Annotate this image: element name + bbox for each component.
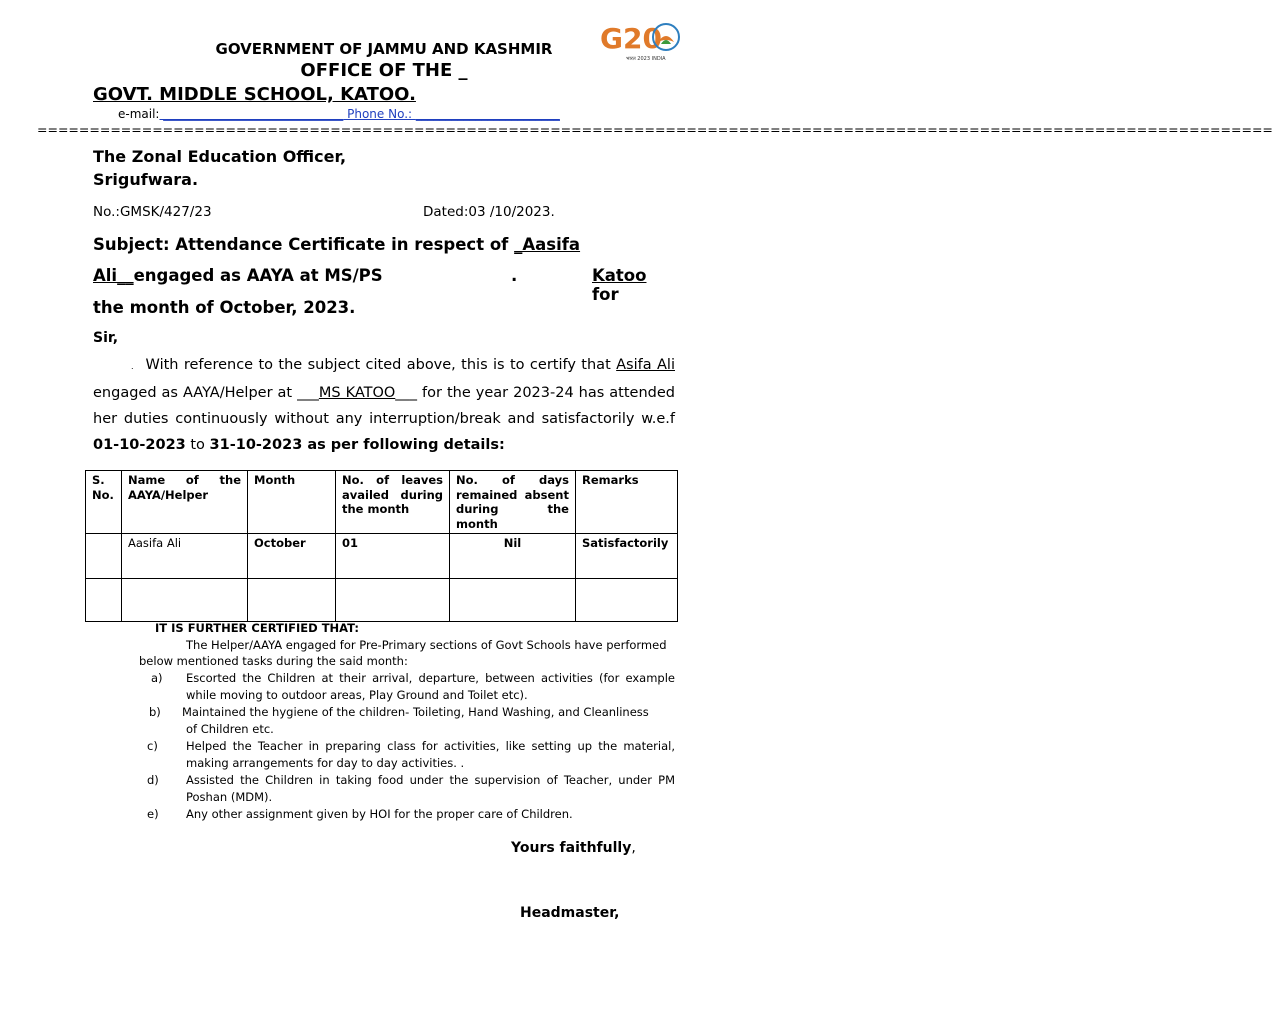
cell-absent: Nil: [450, 534, 576, 579]
ref-number: No.:GMSK/427/23: [93, 204, 212, 220]
body-text-3: ___ for the year 2023-24 has attended her duties continuously without any interruption/break and satisfactorily w.e.f: [93, 385, 675, 427]
body-text-1: With reference to the subject cited above, this is to certify that: [145, 357, 617, 373]
government-title: GOVERNMENT OF JAMMU AND KASHMIR: [215, 40, 553, 58]
g20-logo-text: G20: [600, 22, 662, 55]
cell-remarks: Satisfactorily: [576, 534, 678, 579]
cell-leaves: [336, 579, 450, 622]
closing-yours: [511, 840, 636, 856]
cell-absent: [450, 579, 576, 622]
cell-name: [122, 579, 248, 622]
task-b-label: b): [149, 705, 161, 719]
task-b-line-2: of Children etc.: [186, 722, 274, 736]
certified-intro-2: below mentioned tasks during the said month:: [139, 654, 408, 668]
body-dot: .: [131, 362, 134, 371]
cell-sno: [86, 579, 122, 622]
cell-name: Aasifa Ali: [122, 534, 248, 579]
task-c-label: c): [147, 739, 158, 753]
certified-intro-1: The Helper/AAYA engaged for Pre-Primary sections of Govt Schools have performed: [186, 638, 667, 652]
body-helper-name: Asifa Ali: [616, 357, 675, 373]
subject-prefix: Subject: Attendance Certificate in respect of: [93, 235, 515, 254]
email-label: e-mail:: [118, 107, 160, 121]
subject-place-wrap: [592, 266, 678, 304]
school-title: GOVT. MIDDLE SCHOOL, KATOO.: [93, 84, 416, 105]
subject-line-1: [93, 235, 580, 254]
contact-line: [118, 107, 560, 121]
cell-month: October: [248, 534, 336, 579]
subject-engaged: engaged as AAYA at MS/PS: [133, 266, 383, 285]
cell-remarks: [576, 579, 678, 622]
subject-place: Katoo: [592, 266, 647, 285]
table-row: [86, 534, 678, 579]
task-d-label: d): [147, 773, 159, 787]
header-remarks: Remarks: [576, 471, 678, 534]
subject-for: for: [592, 285, 619, 304]
table-row: [86, 579, 678, 622]
address-line-1: The Zonal Education Officer,: [93, 147, 347, 166]
cell-sno: [86, 534, 122, 579]
header-absent: No. of days remained absent during the month: [450, 471, 576, 534]
body-from-date: 01-10-2023: [93, 437, 186, 453]
task-b-line-1: Maintained the hygiene of the children- Toileting, Hand Washing, and Cleanliness: [182, 705, 649, 719]
task-e-line-1: Any other assignment given by HOI for the proper care of Children.: [186, 807, 573, 821]
cell-month: [248, 579, 336, 622]
task-e-label: e): [147, 807, 159, 821]
task-a-line-1: Escorted the Children at their arrival, departure, between activities (for example: [186, 671, 675, 685]
office-title: OFFICE OF THE _: [300, 60, 468, 81]
separator-line: ======================================================================================================================: [37, 122, 1273, 137]
body-text-2: engaged as AAYA/Helper at ___: [93, 385, 319, 401]
g20-logo-subtext: भारत 2023 INDIA: [626, 56, 666, 62]
cell-leaves: 01: [336, 534, 450, 579]
closing-comma: ,: [631, 840, 636, 856]
ref-date: Dated:03 /10/2023.: [423, 204, 555, 220]
phone-label: Phone No.:: [343, 107, 416, 121]
task-c-line-2: making arrangements for day to day activities. .: [186, 756, 465, 770]
closing-signature: Headmaster,: [520, 905, 620, 921]
header-name: Name of the AAYA/Helper: [122, 471, 248, 534]
table-header-row: [86, 471, 678, 534]
certified-title: IT IS FURTHER CERTIFIED THAT:: [155, 621, 359, 635]
header-sno: S. No.: [86, 471, 122, 534]
task-d-line-1: Assisted the Children in taking food under the supervision of Teacher, under PM: [186, 773, 675, 787]
email-blank: ______________________________: [159, 107, 344, 121]
task-c-line-1: Helped the Teacher in preparing class for activities, like setting up the material,: [186, 739, 675, 753]
subject-dot: .: [511, 266, 518, 285]
body-to-date: 31-10-2023 as per following details:: [209, 437, 505, 453]
body-paragraph: [93, 352, 675, 458]
subject-line-3: the month of October, 2023.: [93, 298, 356, 317]
subject-name-2: Ali__: [93, 266, 134, 285]
task-a-label: a): [151, 671, 163, 685]
subject-line-2: [93, 266, 678, 304]
phone-blank: ________________________: [415, 107, 560, 121]
body-to-word: to: [185, 437, 210, 453]
header-leaves: No. of leaves availed during the month: [336, 471, 450, 534]
header-month: Month: [248, 471, 336, 534]
address-line-2: Srigufwara.: [93, 170, 199, 189]
body-school: MS KATOO: [318, 385, 396, 401]
separator-wrap: [37, 122, 1273, 137]
subject-name-1: _Aasifa: [514, 235, 581, 254]
closing-yours-text: Yours faithfully: [511, 840, 632, 856]
task-d-line-2: Poshan (MDM).: [186, 790, 273, 804]
salutation: Sir,: [93, 330, 119, 346]
task-a-line-2: while moving to outdoor areas, Play Ground and Toilet etc).: [186, 688, 528, 702]
attendance-table: [85, 470, 678, 622]
